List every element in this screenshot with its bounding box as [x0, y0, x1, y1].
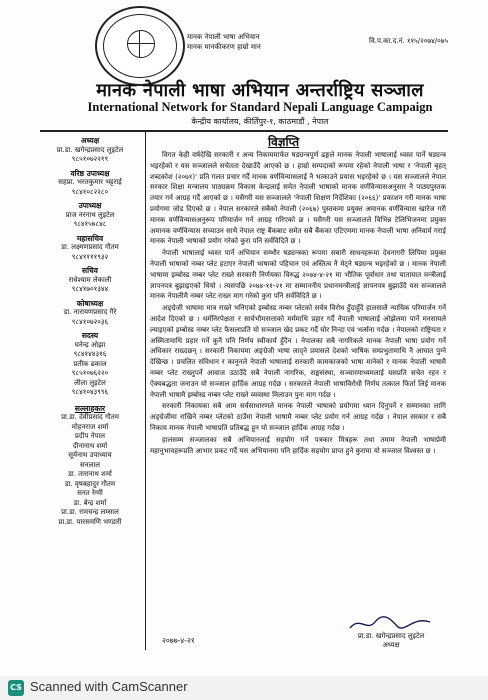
member-phone: ९८४१७०१३४४: [71, 285, 109, 293]
member-name: प्रा.डा. खगेन्द्रप्रसाद लुइटेल: [56, 145, 124, 154]
member-name: सहप्रा. भरतकुमार भट्टराई: [58, 178, 122, 186]
advisors-heading: सल्लाहकार: [74, 403, 106, 413]
advisor-name: प्रा.डा. रामचन्द्र लम्साल: [61, 508, 119, 516]
advisor-name: डा. वृषबहादुर गौतम: [64, 479, 116, 488]
committee-member: [40, 136, 140, 165]
member-name: प्रतीक ढकाल: [73, 359, 107, 368]
camscanner-icon: CS: [8, 680, 24, 696]
scanner-footer: [0, 676, 488, 700]
signer-block: [336, 632, 446, 650]
member-phone: ९८४११११९३२: [71, 252, 109, 261]
signer-name: प्रा.डा. खगेन्द्रप्रसाद लुइटेल: [357, 632, 425, 640]
advisor-name: सनत रेग्मी: [77, 489, 103, 497]
advisor-name: डा. तारानाथ शर्मा: [68, 470, 112, 478]
member-phone: ९८४१०४३९९६: [71, 388, 109, 396]
org-subtitle-line: मानक मानकीकरण हाम्रो मान: [187, 43, 261, 51]
member-role: वरिष्ठ उपाध्यक्ष: [70, 168, 110, 178]
committee-member: [40, 169, 140, 198]
committee-sidebar: [40, 136, 140, 527]
member-role: उपाध्यक्ष: [78, 201, 102, 210]
advisor-name: प्रा.डा. पारसमणि भण्डारी: [58, 517, 122, 526]
member-role: कोषाध्यक्ष: [76, 298, 104, 308]
advisor-name: प्रा.डा. देवीप्रसाद गौतम: [61, 413, 119, 421]
handwritten-signature: [345, 612, 435, 634]
sidebar-divider: [145, 130, 146, 650]
member-name: डा. लक्ष्मणप्रसाद गौतम: [61, 243, 119, 251]
office-address: केन्द्रीय कार्यालय, कीर्तिपुर-१, काठमाडौं , नेपाल: [191, 117, 329, 126]
notice-paragraph: सरकारी निकायका सबै आम सर्वसाधारणले मानक नेपाली भाषाको प्रयोगमा ध्यान दिनुपर्ने र सम्मानका लागि अङ्ग्रेजीमा राखिने नम्बर प्लेटको ठाउँमा नेपाली भाषामै नम्बर प्लेट प्रयोग गर्न आग्रह गर्दछ । नेपाल सरकार र सबै निकाय मानक नेपाली भाषाप्रति प्रतिबद्ध हुन यो सञ्जाल हार्दिक आग्रह गर्दछ ।: [150, 402, 446, 432]
member-phone: ९८५१०७२२१९: [71, 155, 109, 163]
advisor-name: दीनानाथ शर्मा: [72, 441, 108, 450]
notice-paragraph: नेपाली भाषालाई ध्वस्त पार्ने अभियान सम्भौर षड्यन्त्रका रूपमा सबारी साधनहरूमा देवनागरी लिपिमा प्रयुक्त नेपाली भाषाको नम्बर प्लेट हटाएर नेपाली भाषाको पहिचान एवं अस्तित्व नै मेट्ने षड्यन्त्र भइरहेको छ । मानक नेपाली भाषामा इम्बोस्ड नम्बर प्लेट राख्ने सरकारी निर्णयका विरुद्ध २०७४-४-२१ मा भौतिक पूर्वाधार तथा यातायात मन्त्रीलाई ज्ञापनपत्र बुझाइएको थियो । त्यसपछि २०७४-११-२१ मा सम्माननीय प्रधानमन्त्रीलाई ज्ञापनपत्र बुझाउँदै यस सञ्जालले मानक नेपालीमै नम्बर प्लेट राख्न माग गरेको कुरा पनि सर्वविदितै छ ।: [150, 249, 446, 301]
member-name: घनेन्द्र ओझा: [74, 340, 106, 349]
advisor-list: [40, 413, 140, 527]
notice-paragraph: विगत केही वर्षदेखि सरकारी र अन्य निकायमार्फत षड्यन्त्रपूर्ण ढङ्गले मानक नेपाली भाषालाई ध्वस्त पार्ने षड्यन्त्र भइरहेको र यस सञ्जालले सचेतता देखाउँदै आएको छ । हाम्रो सम्पदाको रूपमा रहेको नेपाली भाषा र 'नेपाली बृहत् शब्दकोश (२०७१)' प्रति गलत प्रचार गर्दै मानक वर्णविन्यासलाई नै भत्काउने प्रयास भइरहेको छ । यस सञ्जालले नेपाल सरकार शिक्षा मन्त्रालय पाठ्यक्रम विकास केन्द्रलाई समेत नेपाली भाषाको मानक वर्णविन्यासअनुसार नै पाठ्यपुस्तक तयार गर्न आग्रह गर्दै आएको छ । यसैगरी यस सञ्जालले 'नेपाली शिक्षण निर्देशिका (२०६६)' प्रकाशन गरी मानक भाषा प्रयोगमा जोड दिएको छ । नेपाल सरकारले सबैको नेपाली (२०६७) पुस्तकमा प्रयुक्त अमानक वर्णविन्यास खारेज गरी मानक वर्णविन्यासअनुरूप परिमार्जन गर्न आग्रह गरिएको छ । यसैगरी यस सञ्जालले विभिन्न टेलिभिजनमा प्रयुक्त अमानक वर्णविन्यास सच्याउन साथै नेपाल राष्ट्र बैंकबाट समेत सबै बैंकका एटिएममा मानक नेपाली भाषा अनिवार्य गराई मानक नेपाली भाषाको प्रयोग गरेको कुरा पनि सर्वविदितै छ ।: [150, 151, 446, 246]
member-role: अध्यक्ष: [80, 136, 100, 145]
member-phone: ९८४१४४३१६: [73, 350, 107, 358]
title-english: International Network for Standard Nepali Language Campaign: [87, 100, 433, 114]
globe-icon: [127, 30, 155, 58]
title-nepali: मानक नेपाली भाषा अभियान अन्तर्राष्ट्रिय सञ्जाल: [96, 80, 424, 101]
notice-paragraph: अङ्ग्रेजी भाषामा मात्र राख्ने भनिएको इम्बोस्ड नम्बर प्लेटको सर्वत्र विरोध हुँदाहुँदै हालसालै न्यायिक परिमार्जन गर्ने आदेश दिएको छ । धर्मनिरपेक्षता र सार्वभौमसत्ताको मर्ममाथि प्रहार गर्दै नेपाली भाषालाई ओझेलमा पार्ने मनसायले ल्याइएको इम्बोस्ड नम्बर प्लेट फैसलाप्रति यो सञ्जाल खेद प्रकट गर्दै घोर निन्दा एवं भर्त्सना गर्दछ । नेपालको राष्ट्रियता र अस्मितामाथि प्रहार गर्ने कुनै पनि निर्णय स्वीकार्य हुँदैन । नेपालका सबै नागरिकले मानक नेपाली भाषा प्रयोग गर्ने अधिकार राख्दछन् । सरकारी निकायमा अङ्ग्रेजी भाषा लाद्ने प्रयासले देशको भाषिक सम्प्रभुतामाथि नै आघात पुग्ने देखिन्छ । प्रचलित संविधान र कानुनले नेपाली भाषालाई सरकारी कामकाजको भाषा मानेको र मानक नेपाली भाषामै नम्बर प्लेट राख्नुपर्ने आवाज उठाउँदै सबै नेपाली नागरिक, सङ्घसंस्था, सञ्चारमाध्यमलाई यसप्रति सचेत रहन र ऐक्यबद्धता जनाउन यो सञ्जाल हार्दिक आग्रह गर्दछ । सरकारले नेपाली भाषाविरोधी निर्णय तत्काल फिर्ता लिई मानक नेपाली भाषामै इम्बोस्ड नम्बर प्लेट राख्ने व्यवस्था मिलाउन पुनः माग गर्दछ ।: [150, 304, 446, 399]
notice-date: २०७७-४-२१: [162, 636, 195, 645]
advisor-name: सनलाल: [80, 460, 100, 469]
notice-body: [150, 150, 446, 457]
member-phone: ९८४१५७८४८: [73, 220, 107, 228]
member-role: महासचिव: [76, 233, 104, 243]
signer-role: अध्यक्ष: [382, 641, 400, 649]
member-name: राधेश्याम लेकाली: [68, 275, 112, 284]
advisor-name: प्रदीप नेपाल: [74, 432, 106, 440]
committee-member: [40, 234, 140, 263]
committee-members: [40, 331, 140, 398]
advisor-name: मोहनराज शर्मा: [71, 422, 109, 431]
reference-number: वि.प.का.द.नं. ११५/२०७४/०७५: [369, 37, 448, 45]
notice-title: विज्ञप्ति: [268, 135, 300, 149]
committee-member: [40, 299, 140, 328]
committee-member: [40, 201, 140, 230]
member-phone: ९८४१०८२२८०: [71, 187, 109, 196]
member-name: लीला लुइटेल: [74, 378, 106, 387]
header-divider: [40, 130, 448, 132]
member-name: प्राज नरनाथ लुइटेल: [65, 210, 115, 219]
advisor-name: सूर्यनाथ उपाध्याय: [68, 451, 112, 459]
member-role: सचिव: [82, 266, 98, 275]
member-phone: ९८५१०७६२२०: [71, 369, 109, 377]
organization-subtitle: [187, 32, 261, 52]
notice-paragraph: हालसम्म सञ्जालका सबै अभियानलाई सहयोग गर्ने पत्रकार मित्रहरू तथा तमाम नेपाली भाषाप्रेमी महानुभावहरूप्रति आभार प्रकट गर्दै यस अभियानमा पनि हार्दिक सहयोग प्राप्त हुने कुरामा यो सञ्जाल विश्वस्त छ ।: [150, 435, 446, 455]
member-name: डा. नारायणप्रसाद गैरे: [63, 308, 117, 316]
org-subtitle-line: मानक नेपाली भाषा अभियान: [187, 33, 260, 41]
scanner-watermark-text: Scanned with CamScanner: [30, 679, 188, 694]
committee-member: [40, 266, 140, 295]
organization-seal-logo: [95, 6, 185, 86]
advisor-name: डा. बेन्द्र शर्मा: [73, 498, 107, 507]
member-phone: ९८४१०७२०३६: [71, 317, 109, 326]
member-role: सदस्य: [81, 331, 99, 340]
